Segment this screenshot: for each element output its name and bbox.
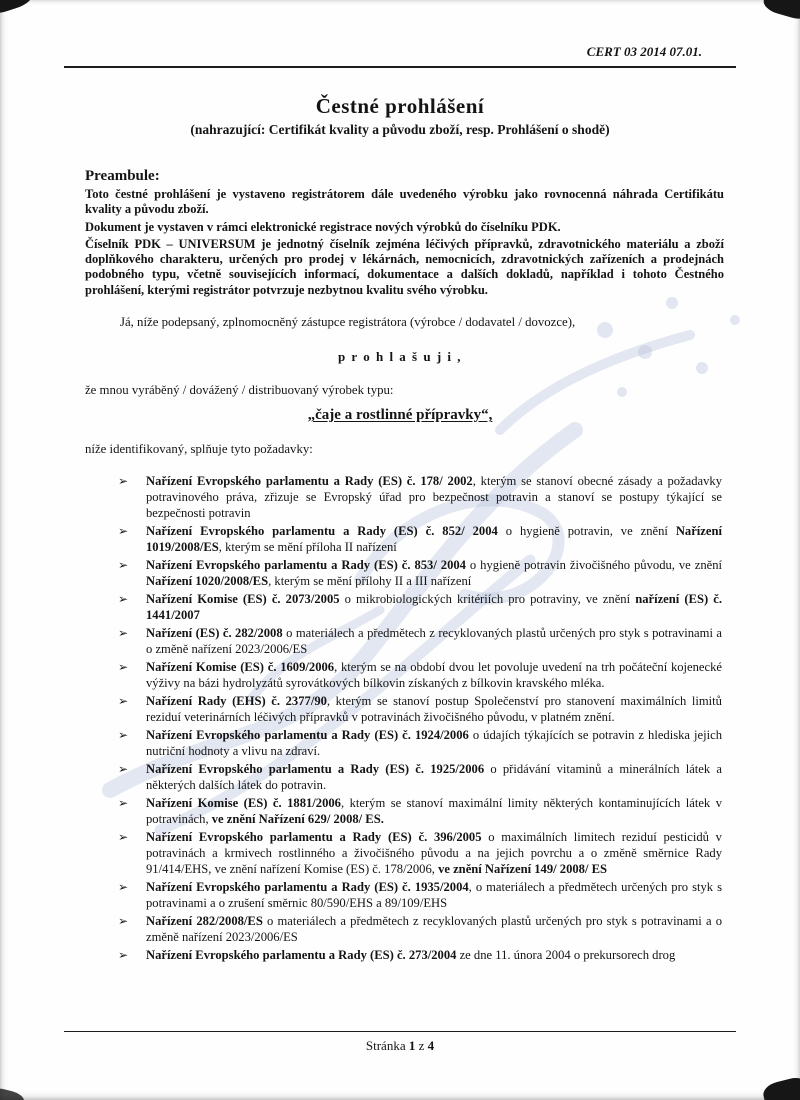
regulation-item: ➢ Nařízení Evropského parlamentu a Rady (ES) č. 853/ 2004 o hygieně potravin živočišného původu, ve znění Nařízení 1020/2008/ES, kterým se mění přílohy II a III nařízení [118, 557, 722, 588]
product-type: „čaje a rostlinné přípravky“, [307, 406, 493, 423]
product-type-line: že mnou vyráběný / dovážený / distribuovaný výrobek typu: [85, 382, 394, 397]
list-arrow-icon: ➢ [118, 795, 129, 810]
footer-label: Stránka [365, 1038, 406, 1053]
footer-page-number: 1 [408, 1038, 416, 1053]
footer-of-label: z [418, 1038, 425, 1053]
list-arrow-icon: ➢ [118, 727, 129, 742]
list-arrow-icon: ➢ [118, 659, 129, 674]
regulation-item: ➢ Nařízení (ES) č. 282/2008 o materiálech a předmětech z recyklovaných plastů určených pro styk s potravinami a o změně nařízení 2023/2006/ES [118, 625, 722, 656]
document-title: Čestné prohlášení [315, 94, 485, 118]
list-arrow-icon: ➢ [118, 523, 129, 538]
regulation-item: ➢ Nařízení Komise (ES) č. 1609/2006, kterým se na období dvou let povoluje uvedení na trh počáteční kojenecké výživy na bázi hydrolyzátů syrovátkových bílkovin získaných z bílkovin kravského mléka. [118, 659, 722, 690]
regulation-item: ➢ Nařízení Komise (ES) č. 2073/2005 o mikrobiologických kritériích pro potraviny, ve znění nařízení (ES) č. 1441/2007 [118, 591, 722, 622]
regulation-item: ➢ Nařízení Evropského parlamentu a Rady (ES) č. 178/ 2002, kterým se stanoví obecné zásady a požadavky potravinového práva, zřizuje se Evropský úřad pro bezpečnost potravin a stanoví se postupy týkající se bezpečnosti potravin [118, 473, 723, 520]
regulation-item: ➢ Nařízení Evropského parlamentu a Rady (ES) č. 852/ 2004 o hygieně potravin, ve znění Nařízení 1019/2008/ES, kterým se mění příloha II nařízení [118, 523, 722, 554]
requirements-line: níže identifikovaný, splňuje tyto požadavky: [85, 441, 313, 456]
scan-artifact-bottom-left [0, 1086, 26, 1100]
list-arrow-icon: ➢ [118, 761, 129, 776]
preambule-paragraph-2: Dokument je vystaven v rámci elektronické registrace nových výrobků do číselníku PDK. [85, 219, 561, 234]
regulation-item: ➢ Nařízení Evropského parlamentu a Rady (ES) č. 1925/2006 o přidávání vitaminů a minerálních látek a některých dalších látek do potravin. [118, 761, 722, 792]
preambule-paragraph-3: Číselník PDK – UNIVERSUM je jednotný číselník zejména léčivých přípravků, zdravotnického materiálu a zboží doplňkového charakteru, určených pro prodej v lékárnách, nemocnicích, zdravotnických zařízeních a prodejnách podobného typu, včetně souvisejících informací, dokumentace a dalších dokladů, například i tohoto Čestného prohlášení, kterými registrátor potvrzuje nezbytnou kvalitu svého výrobku. [85, 236, 724, 297]
regulation-list [118, 473, 723, 963]
declaration-verb: p r o h l a š u j i , [337, 348, 463, 364]
footer-total-pages: 4 [427, 1038, 435, 1053]
document-subtitle: (nahrazující: Certifikát kvality a původu zboží, resp. Prohlášení o shodě) [190, 122, 610, 137]
list-arrow-icon: ➢ [118, 879, 129, 894]
list-arrow-icon: ➢ [118, 557, 129, 572]
list-arrow-icon: ➢ [118, 591, 129, 606]
preambule-heading: Preambule: [85, 168, 160, 184]
list-arrow-icon: ➢ [118, 473, 129, 488]
regulation-item: ➢ Nařízení Evropského parlamentu a Rady (ES) č. 1924/2006 o údajích týkajících se potravin z hlediska jejich nutriční hodnoty a vlivu na zdraví. [118, 727, 722, 758]
footer-rule [64, 1031, 736, 1032]
preambule-paragraph-1: Toto čestné prohlášení je vystaveno registrátorem dále uvedeného výrobku jako rovnocenná náhrada Certifikátu kvality a původu zboží. [85, 187, 724, 217]
scan-artifact-bottom-right [761, 1075, 800, 1100]
list-arrow-icon: ➢ [118, 947, 129, 962]
page-footer [0, 1038, 800, 1054]
regulation-item: ➢ Nařízení 282/2008/ES o materiálech a předmětech z recyklovaných plastů určených pro styk s potravinami a o změně nařízení 2023/2006/ES [118, 913, 723, 944]
regulation-item: ➢ Nařízení Rady (EHS) č. 2377/90, kterým se stanoví postup Společenství pro stanovení maximálních limitů reziduí veterinárních léčivých přípravků v potravinách živočišného původu, v platném znění. [118, 693, 722, 724]
regulation-item: ➢ Nařízení Evropského parlamentu a Rady (ES) č. 273/2004 ze dne 11. února 2004 o prekursorech drog [118, 947, 676, 962]
document-ref: CERT 03 2014 07.01. [586, 44, 702, 59]
list-arrow-icon: ➢ [118, 693, 129, 708]
list-arrow-icon: ➢ [118, 625, 129, 640]
list-arrow-icon: ➢ [118, 913, 129, 928]
list-arrow-icon: ➢ [118, 829, 129, 844]
regulation-item: ➢ Nařízení Evropského parlamentu a Rady (ES) č. 396/2005 o maximálních limitech reziduí pesticidů v potravinách a krmivech rostlinného a živočišného původu a na jejich povrchu a o změně směrnice Rady 91/414/EHS, ve znění nařízení Komise (ES) č. 178/2006, ve znění Nařízení 149/ 2008/ ES [118, 829, 722, 876]
regulation-item: ➢ Nařízení Evropského parlamentu a Rady (ES) č. 1935/2004, o materiálech a předmětech určených pro styk s potravinami a o zrušení směrnic 80/590/EHS a 89/109/EHS [118, 879, 722, 910]
header-rule [64, 66, 736, 68]
regulation-item: ➢ Nařízení Komise (ES) č. 1881/2006, kterým se stanoví maximální limity některých kontaminujících látek v potravinách, ve znění Nařízení 629/ 2008/ ES. [118, 795, 722, 826]
declaration-intro: Já, níže podepsaný, zplnomocněný zástupce registrátora (výrobce / dodavatel / dovozce), [120, 314, 576, 329]
